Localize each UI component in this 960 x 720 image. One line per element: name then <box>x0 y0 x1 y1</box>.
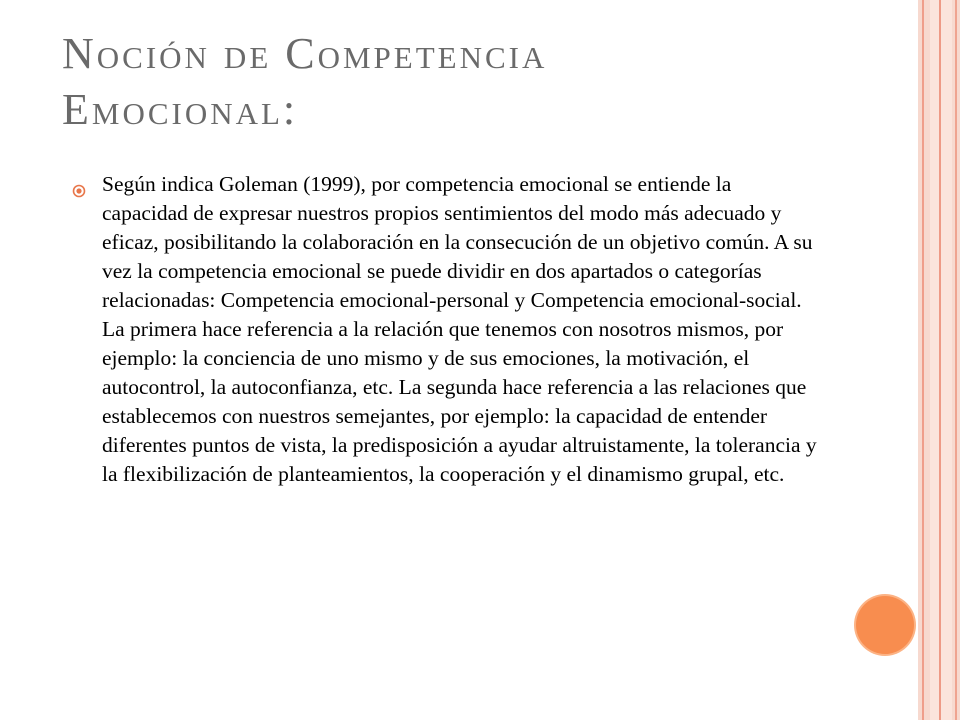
slide-title: Noción de Competencia Emocional: <box>62 29 548 134</box>
accent-circle <box>856 596 914 654</box>
decorative-stripe-line <box>922 0 924 720</box>
circle-dot-bullet-icon <box>72 184 86 198</box>
decorative-stripe-line <box>939 0 941 720</box>
bullet-paragraph: Según indica Goleman (1999), por competencia emocional se entiende la capacidad de expresar nuestros propios sentimientos del modo más adecuado y eficaz, posibilitando la colaboración en la consecución de un objetivo común. A su vez la competencia emocional se puede dividir en dos apartados o categorías relacionadas: Competencia emocional-personal y Competencia emocional-social. La primera hace referencia a la relación que tenemos con nosotros mismos, por ejemplo: la conciencia de uno mismo y de sus emociones, la motivación, el autocontrol, la autoconfianza, etc. La segunda hace referencia a las relaciones que establecemos con nuestros semejantes, por ejemplo: la capacidad de entender diferentes puntos de vista, la predisposición a ayudar altruistamente, la tolerancia y la flexibilización de planteamientos, la cooperación y el dinamismo grupal, etc. <box>102 172 817 486</box>
decorative-stripe-line <box>955 0 957 720</box>
decorative-stripe-inner <box>930 0 952 720</box>
